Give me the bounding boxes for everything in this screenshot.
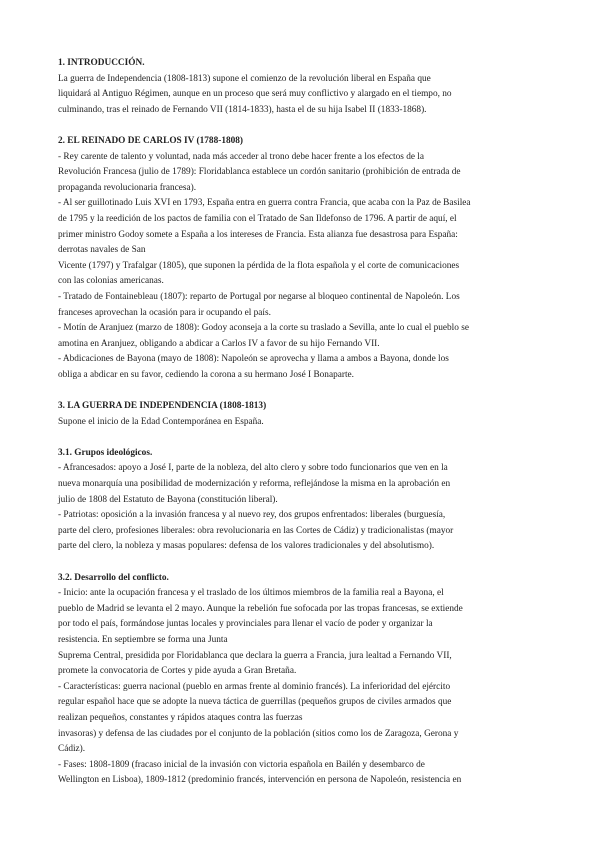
section-reinado-carlos-iv [58,134,548,384]
section-heading: 2. EL REINADO DE CARLOS IV (1788-1808) [58,135,244,146]
section-gap [58,118,548,134]
paragraph-line: - Al ser guillotinado Luis XVI en 1793, España entra en guerra contra Francia, que acaba con la Paz de Basilea [58,198,471,209]
subsection-heading: 3.1. Grupos ideológicos. [58,447,153,458]
paragraph-line: derrotas navales de San [58,245,146,256]
paragraph-line: - Motín de Aranjuez (marzo de 1808): Godoy aconseja a la corte su traslado a Sevilla, ante lo cual el pueblo se [58,323,469,334]
paragraph-line: invasoras) y defensa de las ciudades por el conjunto de la población (sitios como los de Zaragoza, Gerona y [58,728,459,739]
paragraph-line: primer ministro Godoy somete a España a los intereses de Francia. Esta alianza fue desastrosa para España: [58,229,458,240]
paragraph-line: resistencia. En septiembre se forma una Junta [58,634,228,645]
section-gap [58,430,548,446]
paragraph-line: - Rey carente de talento y voluntad, nada más acceder al trono debe hacer frente a los efectos de la [58,151,425,162]
section-heading: 3. LA GUERRA DE INDEPENDENCIA (1808-1813) [58,401,267,412]
paragraph-line: - Abdicaciones de Bayona (mayo de 1808): Napoleón se aprovecha y llama a ambos a Bayona, donde los [58,354,449,365]
subsection-heading: 3.2. Desarrollo del conflicto. [58,572,169,583]
paragraph-line: regular español hace que se adopte la nueva táctica de guerrillas (pequeños grupos de civiles armados que [58,697,452,708]
subsection-grupos-ideologicos [58,446,548,555]
paragraph-line: La guerra de Independencia (1808-1813) supone el comienzo de la revolución liberal en España que [58,73,431,84]
paragraph-line: parte del clero, la nobleza y masas populares: defensa de los valores tradicionales y del absolutismo). [58,541,435,552]
paragraph-line: obliga a abdicar en su favor, cediendo la corona a su hermano José I Bonaparte. [58,369,354,380]
paragraph-line: propaganda revolucionaria francesa). [58,182,197,193]
paragraph-line: - Tratado de Fontainebleau (1807): reparto de Portugal por negarse al bloqueo continental de Napoleón. Los [58,291,460,302]
document-page [58,56,548,789]
paragraph-line: - Patriotas: oposición a la invasión francesa y al nuevo rey, dos grupos enfrentados: liberales (burguesía, [58,510,446,521]
paragraph-line: - Características: guerra nacional (pueblo en armas frente al dominio francés). La inferioridad del ejército [58,681,451,692]
paragraph-line: - Fases: 1808-1809 (fracaso inicial de la invasión con victoria española en Bailén y desembarco de [58,759,425,770]
section-introduccion [58,56,548,118]
paragraph-line: - Afrancesados: apoyo a José I, parte de la nobleza, del alto clero y sobre todo funcionarios que ven en la [58,463,448,474]
section-guerra-independencia [58,399,548,430]
section-gap [58,383,548,399]
paragraph-line: julio de 1808 del Estatuto de Bayona (constitución liberal). [58,494,278,505]
section-gap [58,555,548,571]
paragraph-line: Vicente (1797) y Trafalgar (1805), que suponen la pérdida de la flota española y el corte de comunicaciones [58,260,460,271]
paragraph-line: Cádiz). [58,744,86,755]
paragraph-line: liquidará al Antiguo Régimen, aunque en un proceso que será muy conflictivo y alargado en el tiempo, no [58,89,452,100]
paragraph-line: Wellington en Lisboa), 1809-1812 (predominio francés, intervención en persona de Napoleón, resistencia en [58,775,462,786]
paragraph-line: promete la convocatoria de Cortes y pide ayuda a Gran Bretaña. [58,666,297,677]
paragraph-line: de 1795 y la reedición de los pactos de familia con el Tratado de San Ildefonso de 1796. A partir de aquí, el [58,213,457,224]
paragraph-line: por todo el país, formándose juntas locales y provinciales para llenar el vacío de poder y organizar la [58,619,433,630]
paragraph-line: con las colonias americanas. [58,276,164,287]
paragraph-line: culminando, tras el reinado de Fernando VII (1814-1833), hasta el de su hija Isabel II (1833-1868). [58,104,427,115]
paragraph-line: nueva monarquía una posibilidad de modernización y reforma, reflejándose la misma en la aprobación en [58,479,451,490]
paragraph-line: Supone el inicio de la Edad Contemporánea en España. [58,416,264,427]
section-heading: 1. INTRODUCCIÓN. [58,58,145,68]
paragraph-line: - Inicio: ante la ocupación francesa y el traslado de los últimos miembros de la familia real a Bayona, el [58,588,444,599]
paragraph-line: parte del clero, profesiones liberales: obra revolucionaria en las Cortes de Cádiz) y tradicionalistas (mayor [58,525,454,536]
paragraph-line: pueblo de Madrid se levanta el 2 mayo. Aunque la rebelión fue sofocada por las tropas francesas, se extiende [58,603,463,614]
paragraph-line: franceses aprovechan la ocasión para ir ocupando el país. [58,307,271,318]
paragraph-line: amotina en Aranjuez, obligando a abdicar a Carlos IV a favor de su hijo Fernando VII. [58,338,380,349]
paragraph-line: realizan pequeños, constantes y rápidos ataques contra las fuerzas [58,712,303,723]
paragraph-line: Revolución Francesa (julio de 1789): Floridablanca establece un cordón sanitario (prohibición de entrada de [58,167,461,178]
subsection-desarrollo-conflicto [58,571,548,789]
paragraph-line: Suprema Central, presidida por Floridablanca que declara la guerra a Francia, jura lealtad a Fernando VII, [58,650,452,661]
